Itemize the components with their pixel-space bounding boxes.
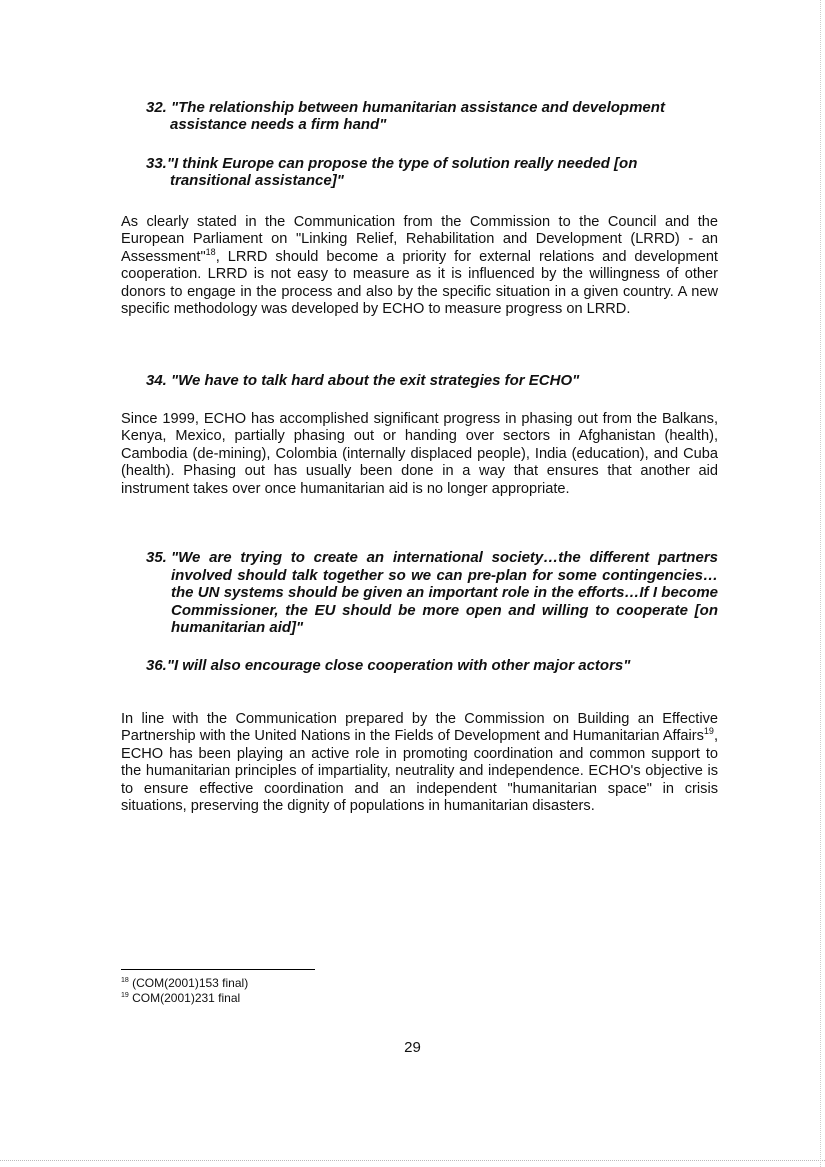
scan-bottom-edge — [0, 1160, 825, 1161]
heading-34 — [146, 372, 718, 389]
heading-number: 34. — [146, 372, 167, 389]
footnote-separator — [121, 969, 315, 970]
page-number: 29 — [404, 1039, 421, 1056]
heading-text: "We have to talk hard about the exit strategies for ECHO" — [171, 372, 580, 389]
paragraph-lrrd: As clearly stated in the Communication from the Commission to the Council and the European Parliament on "Linking Relief, Rehabilitation and Development (LRRD) - an Assessment"$^{18}$, LRRD should become a priority for external relations and development cooperation. LRRD is not easy to measure as it is influenced by the willingness of other donors to engage in the process and also by the specific situation in a given country. A new specific methodology was developed by ECHO to measure progress on LRRD. — [121, 214, 718, 318]
footnote-19 — [121, 991, 240, 1005]
heading-35 — [146, 549, 718, 637]
heading-number: 35. — [146, 549, 167, 566]
paragraph-phasing-out: Since 1999, ECHO has accomplished significant progress in phasing out from the Balkans, Kenya, Mexico, partially phasing out or handing over sectors in Afghanistan (health), Cambodia (de-mining), Colombia (internally displaced people), India (education), and Cuba (health). Phasing out has usually been done in a way that ensures that another aid instrument takes over once humanitarian aid is no longer appropriate. — [121, 411, 718, 497]
footnote-ref-19: 19 — [703, 726, 714, 737]
footnote-text: COM(2001)231 final — [132, 991, 241, 1005]
heading-text-line1: "I think Europe can propose the type of solution really needed [on — [166, 155, 638, 172]
heading-text: "We are trying to create an international society…the different partners involved should talk together so we can pre-plan for some contingencies…the UN systems should be given an important role in the efforts…If I become Commissioner, the EU should be more open and willing to cooperate [on humanitarian aid]" — [171, 549, 718, 637]
paragraph-un-partnership: In line with the Communication prepared by the Commission on Building an Effective Partnership with the United Nations in the Fields of Development and Humanitarian Affairs$^{19}$, ECHO has been playing an active role in promoting coordination and common support to the humanitarian principles of impartiality, neutrality and independence. ECHO's objective is to ensure effective coordination and an independent "humanitarian space" in crisis situations, preserving the dignity of populations in humanitarian disasters. — [121, 711, 718, 815]
footnote-text: (COM(2001)153 final) — [132, 976, 249, 990]
heading-number: 32. — [146, 99, 167, 116]
heading-36 — [146, 657, 718, 674]
scan-right-edge — [820, 0, 821, 1167]
footnote-mark: 19 — [121, 992, 129, 999]
heading-text: "I will also encourage close cooperation with other major actors" — [166, 657, 631, 674]
footnote-18 — [121, 976, 248, 990]
heading-text-line1: "The relationship between humanitarian assistance and development — [171, 99, 665, 116]
heading-32 — [146, 99, 718, 133]
footnote-mark: 18 — [121, 977, 129, 984]
footnote-ref-18: 18 — [205, 246, 216, 257]
heading-33 — [146, 155, 718, 189]
heading-text-line2: transitional assistance]" — [170, 172, 344, 189]
heading-number: 36. — [146, 657, 167, 674]
heading-text-line2: assistance needs a firm hand" — [170, 116, 387, 133]
heading-number: 33. — [146, 155, 167, 172]
